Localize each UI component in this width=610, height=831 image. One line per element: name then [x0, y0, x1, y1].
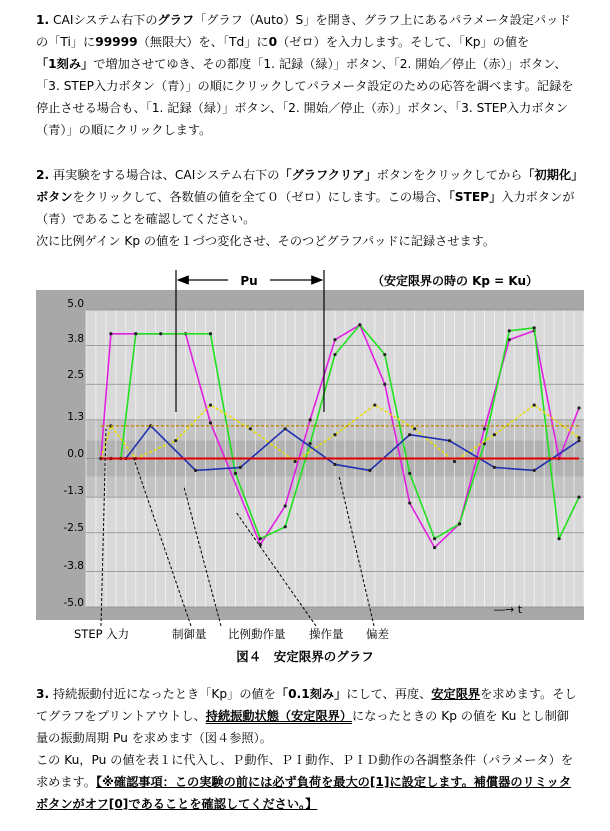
data-point	[358, 323, 361, 326]
para2-text-b: ボタンをクリックしてから	[376, 168, 523, 182]
y-tick-label: 0.0	[67, 448, 84, 460]
para2-text-a: 再実験をする場合は、CAIシステム右下の	[49, 168, 280, 182]
data-point	[433, 546, 436, 549]
para2-graph-clear: 「グラフクリア」	[279, 168, 377, 182]
stability-limit-chart	[0, 264, 610, 644]
para3-stability-limit: 安定限界	[431, 687, 481, 701]
para3-increment: 「0.1刻み」	[275, 687, 347, 701]
data-point	[408, 433, 411, 436]
y-tick-label: -5.0	[63, 597, 84, 609]
para3-text-b: にして、再度、	[346, 687, 432, 701]
data-point	[249, 427, 252, 430]
y-tick-label: -2.5	[63, 522, 84, 534]
para1-number: 1.	[36, 13, 50, 27]
data-point	[333, 353, 336, 356]
data-point	[333, 433, 336, 436]
paragraph-3	[36, 683, 581, 815]
label-deviation: 偏差	[366, 627, 389, 641]
data-point	[458, 522, 461, 525]
x-axis-arrow: ―→ t	[494, 603, 523, 616]
para3-sustained-oscillation: 持続振動状態（安定限界）	[205, 709, 353, 723]
data-point	[239, 466, 242, 469]
para1-text-a: CAIシステム右下の	[49, 13, 158, 27]
data-point	[294, 460, 297, 463]
para2-text-d: 入力ボタンが（青）であることを確認してください。	[36, 190, 575, 226]
para1-step-increment: 「1刻み」	[36, 57, 94, 71]
para1-text-c: （無限大）を、「Td」に	[137, 35, 269, 49]
data-point	[368, 469, 371, 472]
data-point	[174, 439, 177, 442]
para1-td-value: 0	[268, 35, 278, 49]
para3-text-d: になったときの Kp の値を Ku とし制御量の振動周期 Pu を求めます（図４参照）。	[36, 709, 569, 745]
data-point	[558, 537, 561, 540]
paragraph-1	[36, 9, 581, 141]
data-point	[577, 406, 580, 409]
data-point	[483, 427, 486, 430]
data-point	[577, 436, 580, 439]
data-point	[508, 329, 511, 332]
para1-graph-word: グラフ	[157, 13, 195, 27]
data-point	[493, 466, 496, 469]
data-point	[408, 501, 411, 504]
label-manipulated-variable: 操作量	[309, 627, 344, 641]
label-control-variable: 制御量	[172, 627, 207, 641]
data-point	[433, 537, 436, 540]
data-point	[194, 469, 197, 472]
data-point	[134, 332, 137, 335]
data-point	[234, 472, 237, 475]
y-tick-label: 1.3	[67, 411, 84, 423]
para1-ti-value: 99999	[95, 35, 138, 49]
data-point	[533, 403, 536, 406]
para3-text-c: を求めます。そしてグラフをプリントアウトし、	[36, 687, 577, 723]
data-point	[493, 433, 496, 436]
data-point	[109, 332, 112, 335]
para3-text-a: 持続振動付近になったとき「Kp」の値を	[49, 687, 276, 701]
y-tick-label: -3.8	[63, 560, 84, 572]
data-point	[577, 496, 580, 499]
data-point	[209, 421, 212, 424]
data-point	[309, 418, 312, 421]
data-point	[413, 427, 416, 430]
data-point	[209, 332, 212, 335]
data-point	[383, 353, 386, 356]
data-point	[209, 403, 212, 406]
y-tick-label: -1.3	[63, 485, 84, 497]
data-point	[383, 383, 386, 386]
para3-line2: この Ku，Pu の値を表１に代入し、Ｐ動作、ＰＩ動作、ＰＩＤ動作の各調整条件（パラメータ）を求めます。	[36, 753, 574, 789]
para2-step: 「STEP」	[448, 190, 502, 204]
figure-caption: 図４ 安定限界のグラフ	[236, 649, 374, 664]
pu-label: Pu	[240, 274, 258, 288]
data-point	[453, 460, 456, 463]
data-point	[408, 472, 411, 475]
data-point	[159, 332, 162, 335]
para1-text-e: で増加させてゆき、その都度「1. 記録（緑）」ボタン、「2. 開始／停止（赤）」ボタン、「3. STEP入力ボタン（青）」の順にクリックしてパラメータ設定のための応答を調べます。記録を停止させる場合も、「1. 記録（緑）」ボタン、「2. 開始／停止（赤）」ボタン、「3. STEP入力ボタン（青）」の順にクリックします。	[36, 57, 574, 137]
data-point	[309, 442, 312, 445]
para1-text-d: （ゼロ）を入力します。そして、「Kp」の値を	[277, 35, 530, 49]
label-step-input: STEP 入力	[74, 627, 130, 641]
data-point	[284, 504, 287, 507]
para1-text-b: 「グラフ（Auto）S」を開き、グラフ上にあるパラメータ設定パッドの「Ti」に	[36, 13, 571, 49]
data-point	[533, 326, 536, 329]
data-point	[259, 543, 262, 546]
label-proportional-action: 比例動作量	[228, 627, 286, 641]
data-point	[533, 469, 536, 472]
data-point	[373, 403, 376, 406]
y-tick-label: 3.8	[67, 333, 84, 345]
y-tick-label: 5.0	[67, 298, 84, 310]
stability-note: （安定限界の時の Kp = Ku）	[371, 274, 539, 288]
data-point	[333, 338, 336, 341]
para3-number: 3.	[36, 687, 50, 701]
data-point	[577, 439, 580, 442]
data-point	[284, 525, 287, 528]
para2-number: 2.	[36, 168, 50, 182]
x-axis-label: t	[517, 603, 523, 616]
para3-confirmation-note: 【※確認事項：この実験の前には必ず負荷を最大の[1]に設定します。補償器のリミッタボタンがオフ[0]であることを確認してください。】	[36, 775, 572, 811]
data-point	[259, 537, 262, 540]
data-point	[448, 439, 451, 442]
y-tick-label: 2.5	[67, 369, 84, 381]
paragraph-2	[36, 164, 581, 252]
para2-text-c: をクリックして、各数値の値を全て０（ゼロ）にします。この場合、	[72, 190, 449, 204]
data-point	[333, 463, 336, 466]
data-point	[284, 427, 287, 430]
para2-init-button: 「初期化」ボタン	[36, 168, 578, 204]
para2-line2: 次に比例ゲイン Kp の値を１づつ変化させ、そのつどグラフパッドに記録させます。	[36, 234, 496, 248]
